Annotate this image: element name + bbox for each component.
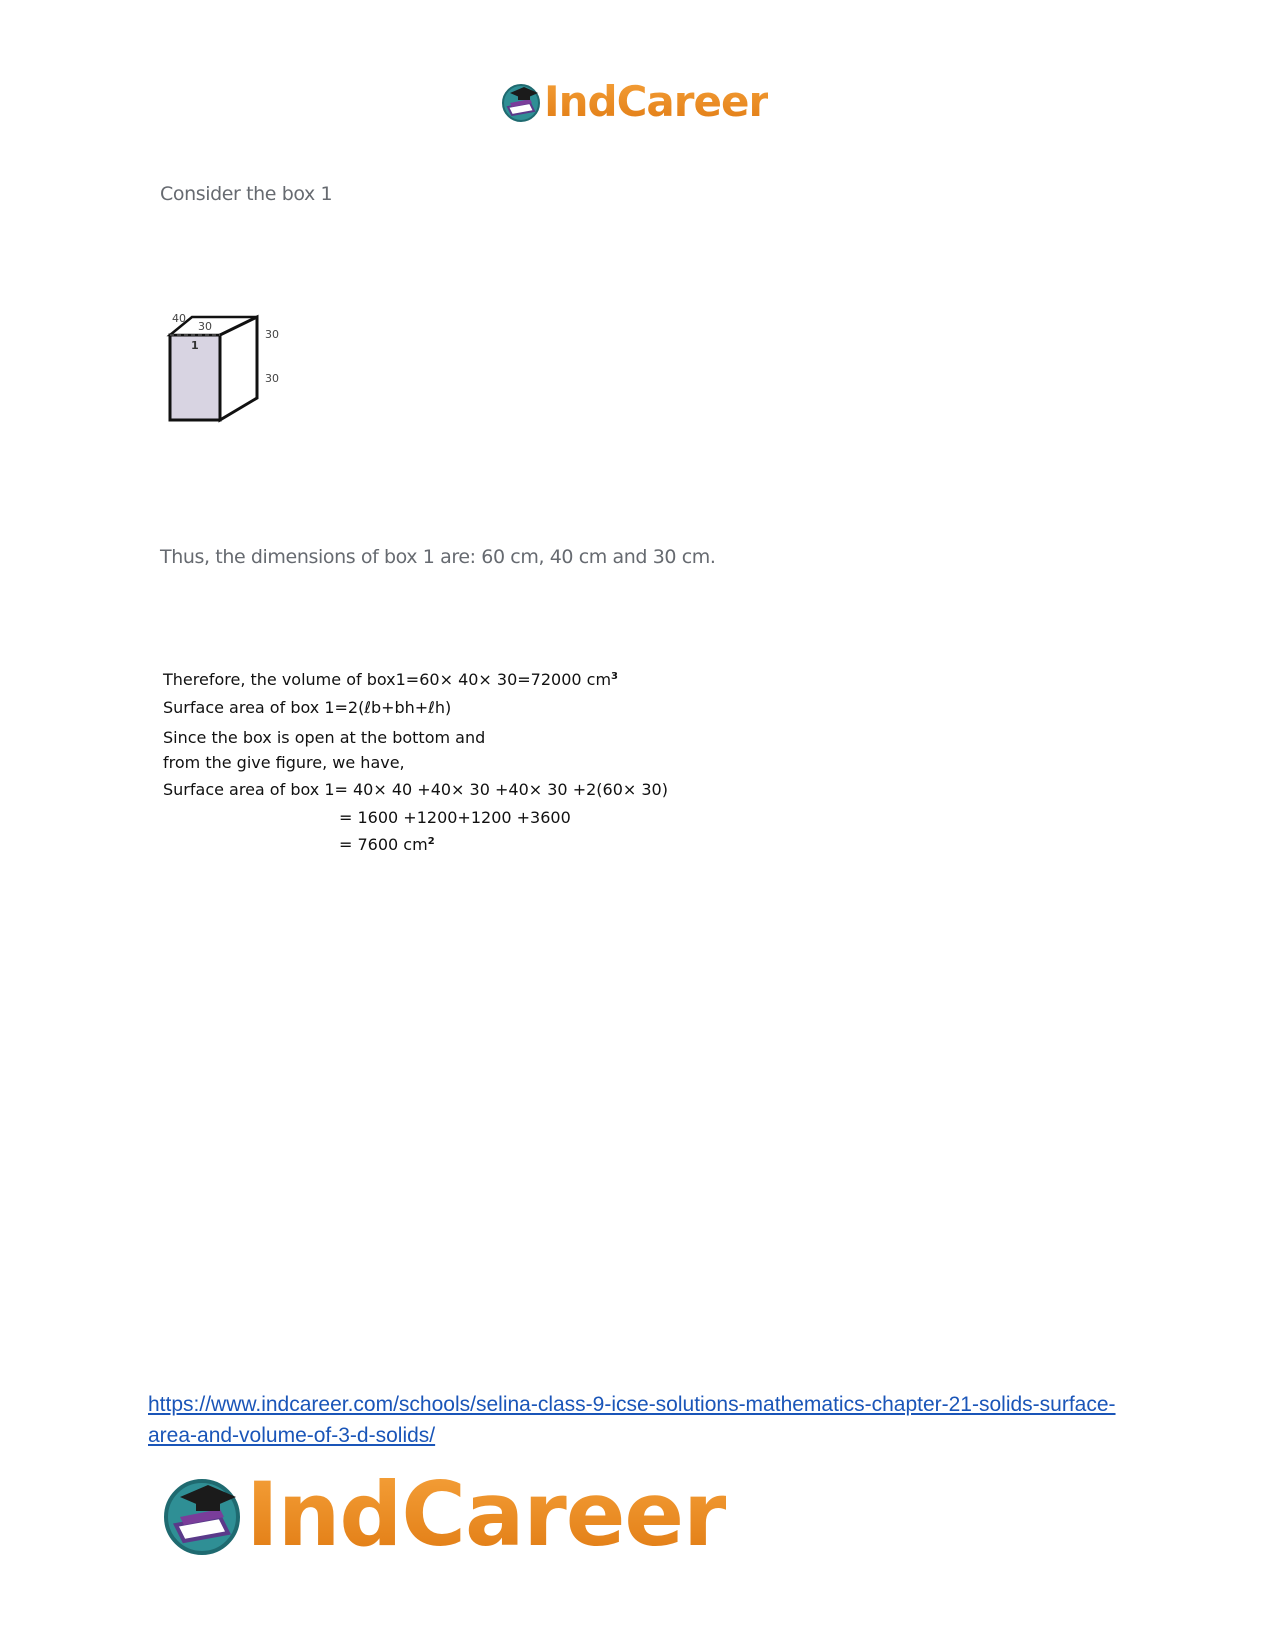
result-exponent: 2: [427, 836, 435, 847]
source-link[interactable]: https://www.indcareer.com/schools/selina-class-9-icse-solutions-mathematics-chapter-21-solids-surface-area-and-volume-of-3-d-solids/: [148, 1393, 1116, 1447]
brand-wordmark: IndCareer: [544, 77, 769, 126]
label-box-number: 1: [191, 339, 199, 352]
box-figure: [160, 305, 300, 440]
math-line-surface-formula: Surface area of box 1=2(ℓb+bh+ℓh): [163, 698, 452, 717]
math-line-from-figure: from the give figure, we have,: [163, 753, 405, 772]
math-line-volume: [163, 670, 618, 689]
graduate-book-icon: [160, 1473, 244, 1557]
math-line-result: [339, 835, 435, 854]
math-line-open-bottom: Since the box is open at the bottom and: [163, 728, 486, 747]
result-text: = 7600 cm: [339, 835, 428, 854]
header-logo: [500, 76, 768, 128]
math-line-surface-expansion: Surface area of box 1= 40× 40 +40× 30 +40× 30 +2(60× 30): [163, 780, 668, 799]
paragraph-consider-box: Consider the box 1: [160, 183, 333, 205]
label-30-top: 30: [198, 320, 212, 333]
math-line-sum: = 1600 +1200+1200 +3600: [339, 808, 571, 827]
label-30-right-lower: 30: [265, 372, 279, 385]
brand-wordmark: IndCareer: [246, 1463, 726, 1566]
volume-exponent: 3: [611, 671, 619, 682]
graduate-book-icon: [500, 81, 542, 123]
volume-text: Therefore, the volume of box1=60× 40× 30=72000 cm: [163, 670, 612, 689]
paragraph-dimensions: Thus, the dimensions of box 1 are: 60 cm, 40 cm and 30 cm.: [160, 546, 716, 568]
label-40: 40: [172, 312, 186, 325]
footer-logo: [160, 1465, 726, 1565]
label-30-right-upper: 30: [265, 328, 279, 341]
box-diagram: [160, 305, 300, 435]
